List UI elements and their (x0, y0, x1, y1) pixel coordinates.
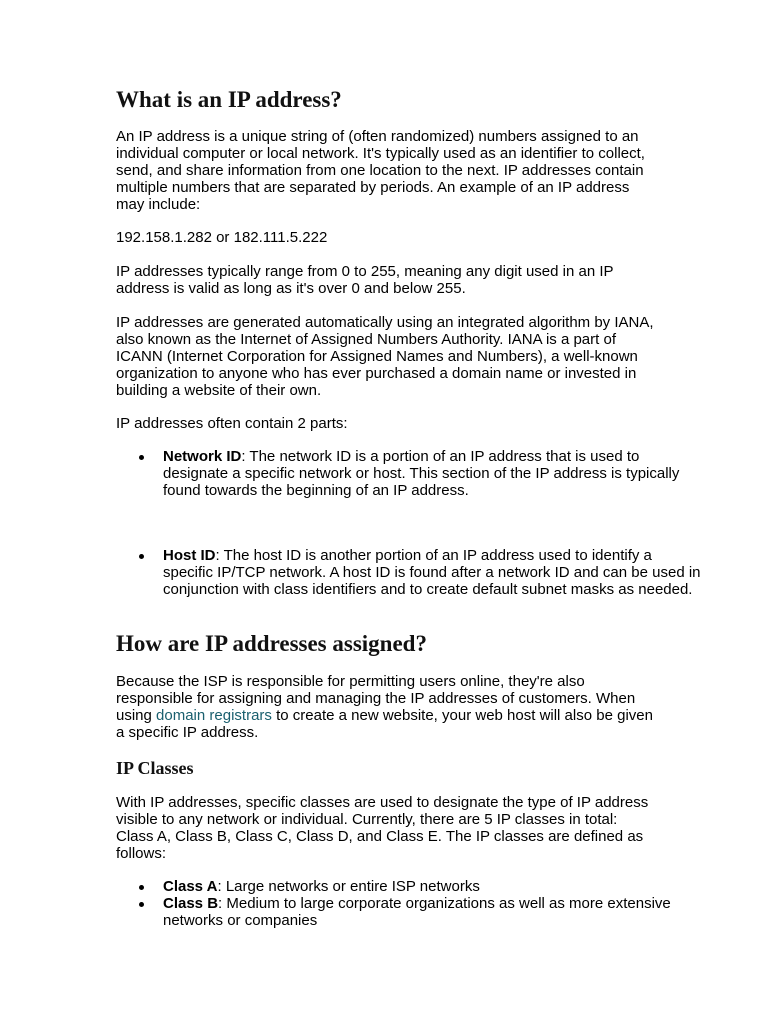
list-item-class-a (163, 878, 703, 895)
parts-intro-paragraph: IP addresses often contain 2 parts: (116, 415, 348, 432)
isp-text-before: Because the ISP is responsible for permitting users online, they're also responsible for assigning and managing the IP addresses of customers. When using (116, 673, 636, 724)
isp-text-after: to create a new website, your web host will also be given a specific IP address. (116, 707, 653, 741)
parts-list-network (116, 448, 703, 499)
isp-paragraph (116, 673, 656, 741)
intro-paragraph: An IP address is a unique string of (often randomized) numbers assigned to an individual computer or local network. It's typically used as an identifier to collect, send, and share information from one location to the next. IP addresses contain multiple numbers that are separated by periods. An example of an IP address may include: (116, 128, 645, 213)
domain-registrars-link[interactable]: domain registrars (156, 707, 272, 724)
classes-list (116, 878, 703, 929)
classes-paragraph: With IP addresses, specific classes are used to designate the type of IP address visible to any network or individual. Currently, there are 5 IP classes in total: Class A, Class B, Class C, Class D, and Class E. The IP classes are defined as follows: (116, 794, 649, 862)
heading-what-is-ip: What is an IP address? (116, 87, 342, 112)
parts-list-host (116, 547, 703, 598)
term-host-id: Host ID (163, 547, 216, 564)
heading-how-assigned: How are IP addresses assigned? (116, 631, 427, 656)
ip-example-paragraph: 192.158.1.282 or 182.111.5.222 (116, 229, 328, 246)
heading-ip-classes: IP Classes (116, 758, 194, 778)
desc-class-b: : Medium to large corporate organizations as well as more extensive networks or companies (163, 895, 671, 929)
desc-host-id: : The host ID is another portion of an IP address used to identify a specific IP/TCP network. A host ID is found after a network ID and can be used in conjunction with class identifiers and to create default subnet masks as needed. (163, 547, 701, 598)
list-item-class-b (163, 895, 703, 929)
term-network-id: Network ID (163, 448, 242, 465)
term-class-b: Class B (163, 895, 219, 912)
desc-network-id: : The network ID is a portion of an IP address that is used to designate a specific network or host. This section of the IP address is typically found towards the beginning of an IP address. (163, 448, 680, 499)
list-item-host-id (163, 547, 703, 598)
ip-range-paragraph: IP addresses typically range from 0 to 255, meaning any digit used in an IP address is valid as long as it's over 0 and below 255. (116, 263, 614, 297)
iana-paragraph: IP addresses are generated automatically using an integrated algorithm by IANA, also known as the Internet of Assigned Numbers Authority. IANA is a part of ICANN (Internet Corporation for Assigned Names and Numbers), a well-known organization to anyone who has ever purchased a domain name or invested in building a website of their own. (116, 314, 654, 399)
desc-class-a: : Large networks or entire ISP networks (217, 878, 480, 895)
term-class-a: Class A (163, 878, 218, 895)
list-item-network-id (163, 448, 703, 499)
